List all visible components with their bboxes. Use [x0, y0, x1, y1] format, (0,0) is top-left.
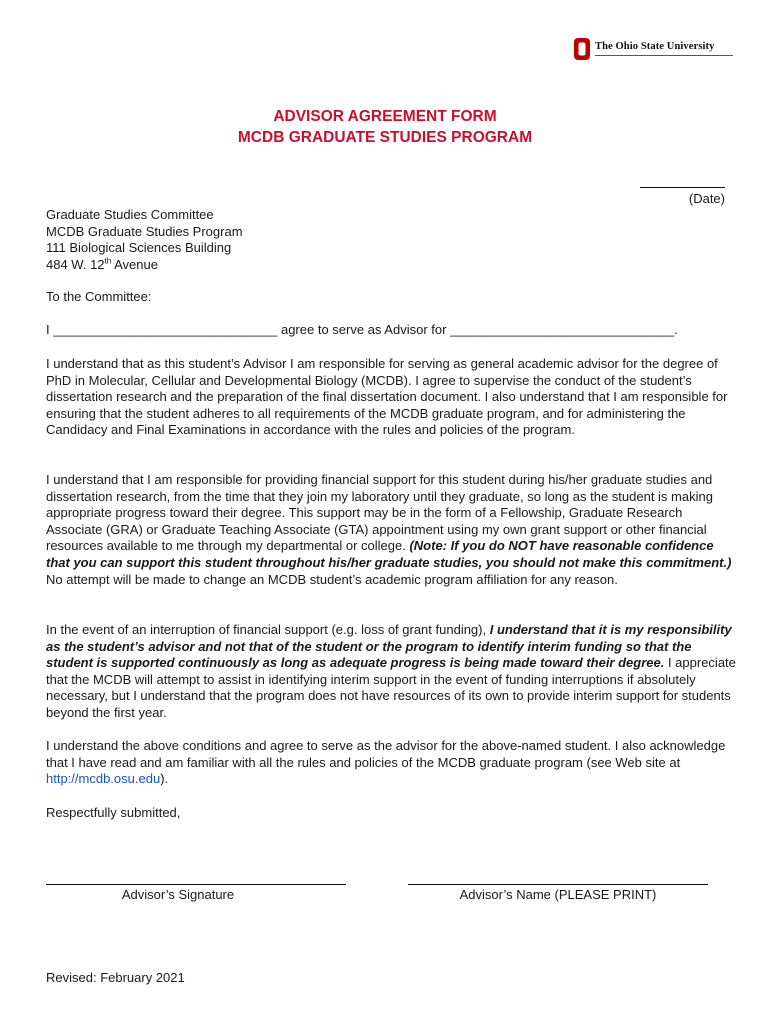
- address-line: 484 W. 12th Avenue: [46, 256, 158, 272]
- address-line: Graduate Studies Committee: [46, 207, 214, 222]
- block-o-icon: [573, 37, 591, 61]
- address-block: [46, 207, 243, 273]
- revision-date: Revised: February 2021: [46, 970, 185, 985]
- paragraph-responsibilities: I understand that as this student’s Advisor I am responsible for serving as general academic advisor for the degree of PhD in Molecular, Cellular and Developmental Biology (MCDB). I agree to supervise the conduct of the student’s dissertation research and the preparation of the final dissertation document. I also understand that I am responsible for ensuring that the student adheres to all requirements of the MCDB graduate program, and for administering the Candidacy and Final Examinations in accordance with the rules and policies of the program.: [46, 356, 728, 438]
- signature-field[interactable]: [46, 884, 346, 885]
- date-field[interactable]: [640, 175, 725, 188]
- advisor-name-label: Advisor’s Name (PLEASE PRINT): [459, 887, 657, 902]
- closing: Respectfully submitted,: [46, 805, 181, 820]
- address-line: MCDB Graduate Studies Program: [46, 223, 243, 239]
- date-label: (Date): [688, 191, 725, 206]
- mcdb-website-link[interactable]: http://mcdb.osu.edu: [46, 771, 161, 787]
- responsibility-emphasis: I understand that it is my responsibility as the student’s advisor and not that of the student or the program to identify interim funding so that the student is supported continuously as long as adequate progress is being made toward their degree.: [46, 622, 732, 671]
- program-title: MCDB GRADUATE STUDIES PROGRAM: [237, 129, 533, 146]
- advisor-name-field[interactable]: [408, 884, 708, 885]
- logo-rule: [595, 55, 733, 56]
- osu-logo: [573, 37, 733, 61]
- university-name: The Ohio State University: [595, 41, 715, 52]
- salutation: To the Committee:: [46, 289, 152, 304]
- signature-label: Advisor’s Signature: [121, 887, 235, 902]
- paragraph-financial-support: I understand that I am responsible for providing financial support for this student during his/her graduate studies and dissertation research, from the time that they join my laboratory until they graduate, so long as the student is making appropriate progress toward their degree. This support may be in the form of a Fellowship, Graduate Research Associate (GRA) or Graduate Teaching Associate (GTA) appointment using my own grant support or other financial resources available to me through my departmental or college. (Note: If you do NOT have reasonable confidence that you can support this student throughout his/her graduate studies, you should not make this commitment.) No attempt will be made to change an MCDB student’s academic program affiliation for any reason.: [46, 472, 732, 587]
- paragraph-acknowledgement: I understand the above conditions and agree to serve as the advisor for the above-named student. I also acknowledge that I have read and am familiar with all the rules and policies of the MCDB graduate program (see Web site at http://mcdb.osu.edu).: [46, 738, 726, 787]
- form-title: ADVISOR AGREEMENT FORM: [273, 108, 497, 125]
- agreement-line[interactable]: I _______________________________ agree to serve as Advisor for _______________________________.: [46, 322, 678, 337]
- note-emphasis: (Note: If you do NOT have reasonable confidence that you can support this student throughout his/her graduate studies, you should not make this commitment.): [46, 538, 732, 570]
- paragraph-interim-funding: In the event of an interruption of financial support (e.g. loss of grant funding), I understand that it is my responsibility as the student’s advisor and not that of the student or the program to identify interim funding so that the student is supported continuously as long as adequate progress is being made toward their degree. I appreciate that the MCDB will attempt to assist in identifying interim support in the event of funding interruptions if absolutely necessary, but I understand that the program does not have resources of its own to provide interim support for students beyond the first year.: [46, 622, 736, 720]
- address-line: 111 Biological Sciences Building: [46, 240, 232, 256]
